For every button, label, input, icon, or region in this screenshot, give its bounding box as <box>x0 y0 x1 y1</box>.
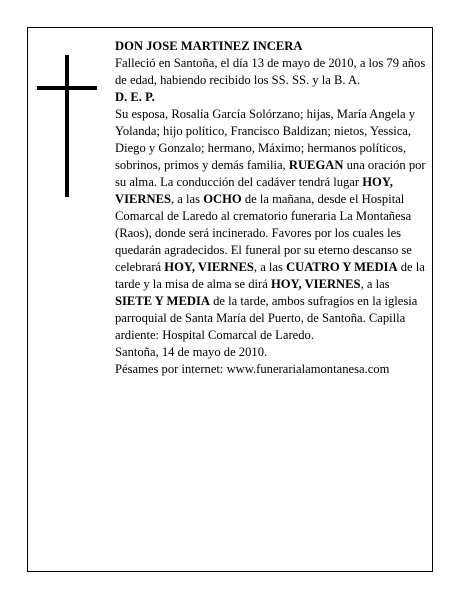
funeral-procession-text: de la mañana, desde el Hospital Comarcal de Laredo al crematorio funeraria La Montañesa (Raos), donde será incinerado. Favores por los cuales les quedarán agradecidos. El funeral por su eterno descanso se celebrará <box>115 192 412 274</box>
cross-horizontal-bar <box>37 86 97 90</box>
rest-in-peace-heading: D. E. P. <box>115 90 155 104</box>
ocho-time: OCHO <box>203 192 242 206</box>
prayer-text: una oración por su alma. La conducción del cadáver tendrá lugar <box>115 158 426 189</box>
place-date: Santoña, 14 de mayo de 2010. <box>115 345 268 359</box>
condolences-web-address: Pésames por internet: www.funerarialamontanesa.com <box>115 362 390 376</box>
obituary-text <box>115 38 427 378</box>
deceased-name: DON JOSE MARTINEZ INCERA <box>115 39 303 53</box>
cross-vertical-bar <box>65 55 69 197</box>
cuatro-y-media-time: CUATRO Y MEDIA <box>286 260 398 274</box>
second-date-keyword: HOY, VIERNES <box>164 260 254 274</box>
ruegan-keyword: RUEGAN <box>288 158 344 172</box>
third-time-connector: , a las <box>360 277 390 291</box>
first-time-connector: , a las <box>171 192 201 206</box>
death-announcement: Falleció en Santoña, el día 13 de mayo de 2010, a los 79 años de edad, habiendo recibido los SS. SS. y la B. A. <box>115 56 426 87</box>
siete-y-media-time: SIETE Y MEDIA <box>115 294 210 308</box>
family-announcement <box>115 106 427 344</box>
third-date-keyword: HOY, VIERNES <box>270 277 361 291</box>
family-members: Su esposa, Rosalía García Solórzano; hijas, María Angela y Yolanda; hijo político, Francisco Baldizan; nietos, Yessica, Diego y Gonzalo; hermano, Máximo; hermanos políticos, sobrinos, primos y demás familia, <box>115 107 416 172</box>
first-date-keyword: HOY, VIERNES <box>115 175 393 206</box>
final-service-text: de la tarde, ambos sufragios en la iglesia parroquial de Santa María del Puerto, de Santoña. Capilla ardiente: Hospital Comarcal de Laredo. <box>115 294 418 342</box>
second-time-connector: , a las <box>253 260 283 274</box>
afternoon-service-text: de la tarde y la misa de alma se dirá <box>115 260 425 291</box>
cross-icon <box>37 55 97 197</box>
